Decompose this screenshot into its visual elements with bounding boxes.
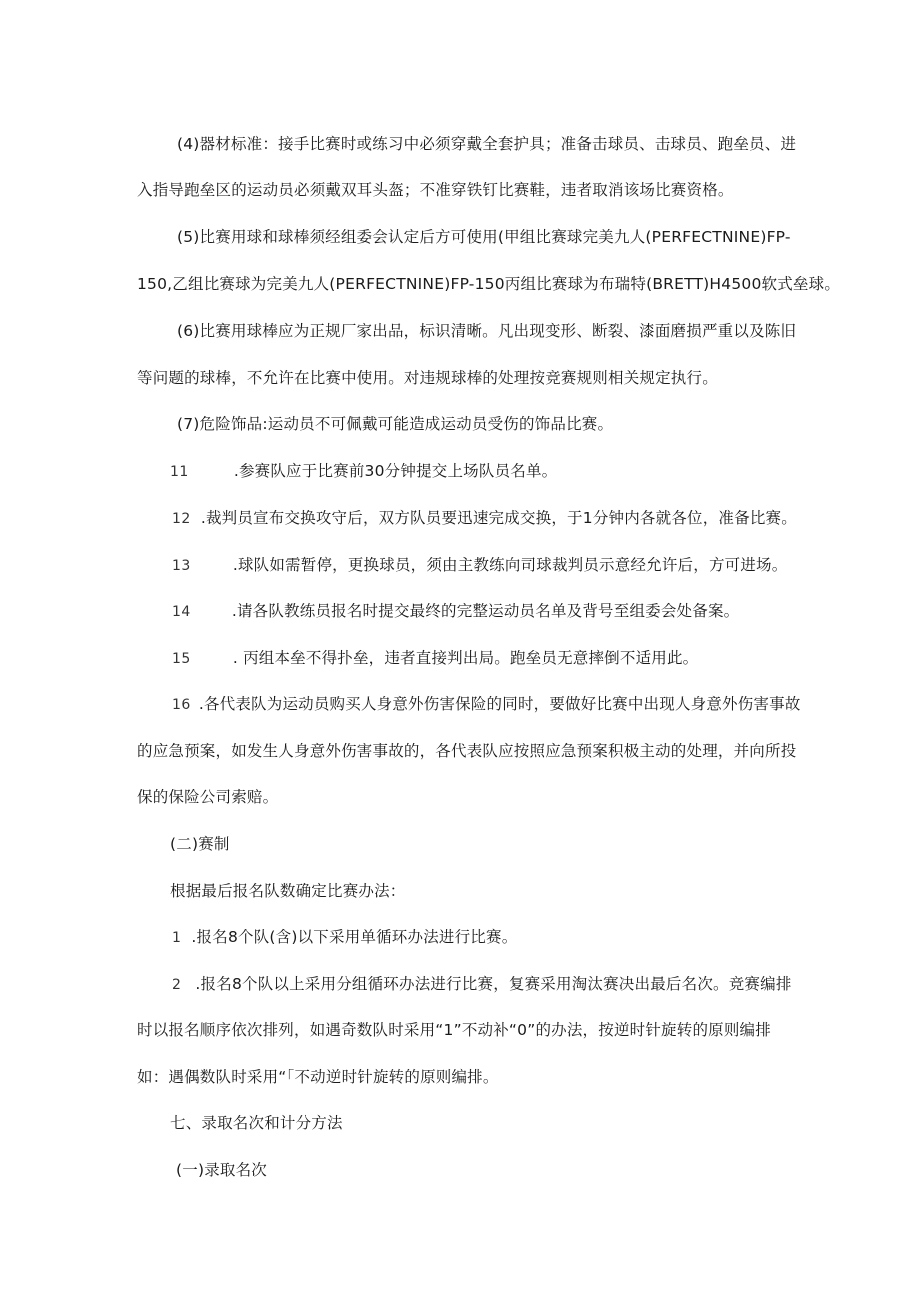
item-number: 12	[172, 511, 191, 527]
section-heading-ranking: 七、录取名次和计分方法	[170, 1114, 343, 1132]
item-text: . 丙组本垒不得扑垒，违者直接判出局。跑垒员无意摔倒不适用此。	[232, 649, 699, 667]
item-number: 2	[172, 977, 182, 993]
item-number: 15	[172, 651, 191, 667]
section-heading-competition-format: (二)赛制	[170, 835, 230, 853]
rule-text: .报名8个队以上采用分组循环办法进行比赛，复赛采用淘汰赛决出最后名次。竞赛编排	[195, 975, 792, 993]
p6-line1: (6)比赛用球棒应为正规厂家出品，标识清晰。凡出现变形、断裂、漆面磨损严重以及陈旧	[177, 322, 797, 340]
list-item	[172, 508, 797, 529]
rule-2-line1	[172, 974, 792, 995]
item-number: 13	[172, 558, 191, 574]
p5-line2: 150,乙组比赛球为完美九人(PERFECTNINE)FP-150丙组比赛球为布瑞特(BRETT)H4500软式垒球。	[137, 275, 841, 293]
rule-2-line2: 时以报名顺序依次排列，如遇奇数队时采用“1”不动补“0”的办法，按逆时针旋转的原则编排	[137, 1021, 771, 1039]
list-item	[172, 601, 739, 622]
item-text: .球队如需暂停，更换球员，须由主教练向司球裁判员示意经允许后，方可进场。	[232, 556, 788, 574]
p4-line1: (4)器材标准：接手比赛时或练习中必须穿戴全套护具；准备击球员、击球员、跑垒员、进	[177, 135, 797, 153]
rule-text: .报名8个队(含)以下采用单循环办法进行比赛。	[191, 928, 518, 946]
p4-line2: 入指导跑垒区的运动员必须戴双耳头盔；不准穿铁钉比赛鞋，违者取消该场比赛资格。	[137, 181, 734, 199]
list-item	[170, 461, 557, 482]
p16-line2: 的应急预案，如发生人身意外伤害事故的，各代表队应按照应急预案积极主动的处理，并向所投	[137, 742, 797, 760]
list-item	[172, 555, 787, 576]
p6-line2: 等问题的球棒，不允许在比赛中使用。对违规球棒的处理按竞赛规则相关规定执行。	[137, 369, 718, 387]
p16-text: .各代表队为运动员购买人身意外伤害保险的同时，要做好比赛中出现人身意外伤害事故	[198, 695, 801, 713]
list-item	[172, 648, 698, 669]
rule-2-line3: 如：遇偶数队时采用“「不动逆时针旋转的原则编排。	[137, 1068, 499, 1086]
p16-line3: 保的保险公司索赔。	[137, 788, 279, 806]
p5-line1: (5)比赛用球和球棒须经组委会认定后方可使用(甲组比赛球完美九人(PERFECTNINE)FP-	[177, 228, 791, 246]
item-number: 14	[172, 604, 191, 620]
subsection-heading-ranking: (一)录取名次	[176, 1161, 267, 1179]
item-number: 11	[170, 464, 189, 480]
rule-1	[172, 927, 517, 948]
intro-text: 根据最后报名队数确定比赛办法：	[170, 882, 406, 900]
p16-line1	[172, 694, 801, 715]
item-text: .裁判员宣布交换攻守后，双方队员要迅速完成交换，于1分钟内各就各位，准备比赛。	[200, 509, 797, 527]
item-number: 1	[172, 930, 182, 946]
p7-line: (7)危险饰品:运动员不可佩戴可能造成运动员受伤的饰品比赛。	[177, 415, 614, 433]
item-number: 16	[172, 697, 191, 713]
item-text: .参赛队应于比赛前30分钟提交上场队员名单。	[233, 462, 558, 480]
item-text: .请各队教练员报名时提交最终的完整运动员名单及背号至组委会处备案。	[231, 602, 740, 620]
